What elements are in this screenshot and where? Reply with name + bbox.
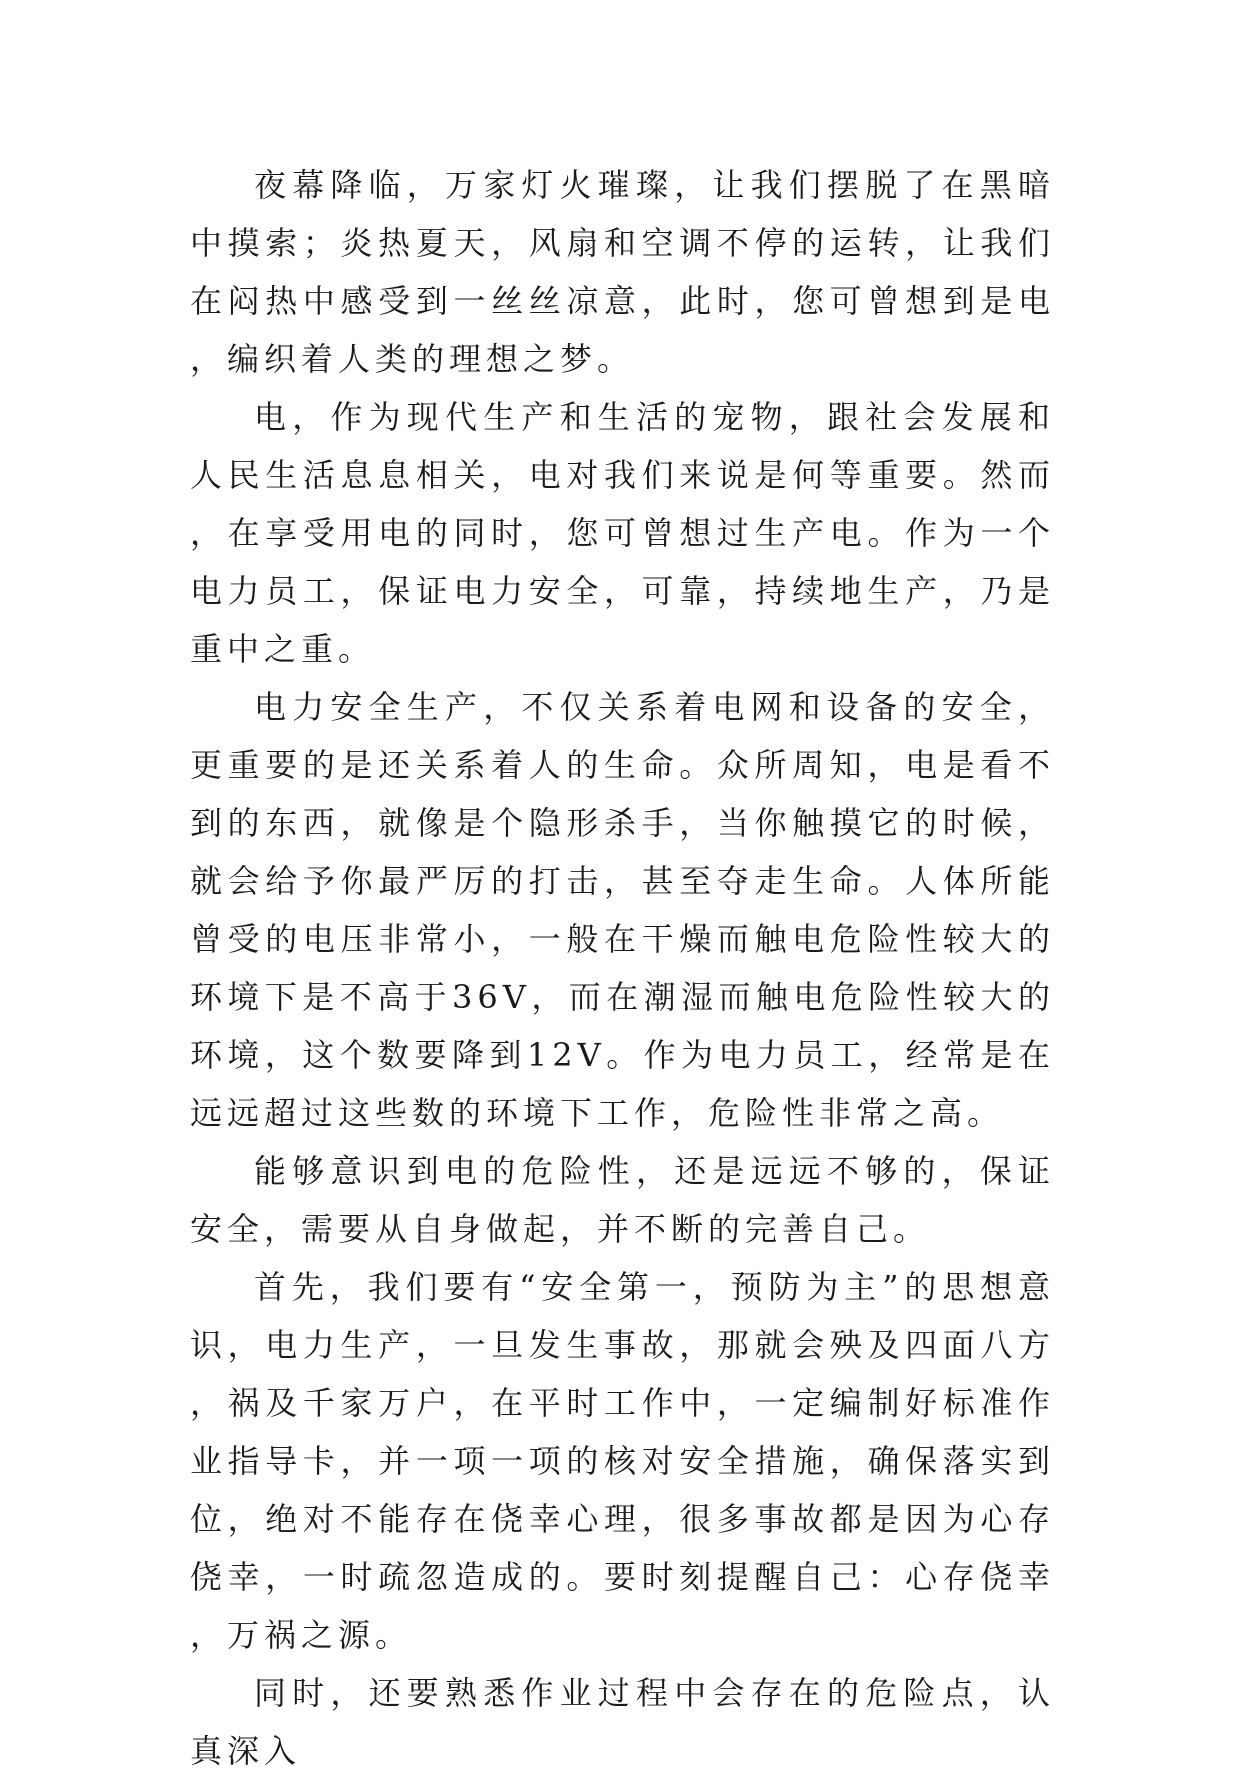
paragraph-3: 电力安全生产，不仅关系着电网和设备的安全，更重要的是还关系着人的生命。众所周知，电是看不到的东西，就像是个隐形杀手，当你触摸它的时候，就会给予你最严厉的打击，甚至夺走生命。人体所能曾受的电压非常小，一般在干燥而触电危险性较大的环境下是不高于36V，而在潮湿而触电危险性较大的环境，这个数要降到12V。作为电力员工，经常是在远远超过这些数的环境下工作，危险性非常之高。	[190, 688, 1055, 1132]
paragraph-2: 电，作为现代生产和生活的宠物，跟社会发展和人民生活息息相关，电对我们来说是何等重要。然而，在享受用电的同时，您可曾想过生产电。作为一个电力员工，保证电力安全，可靠，持续地生产，乃是重中之重。	[190, 398, 1055, 668]
document-body	[190, 156, 1055, 1780]
paragraph-1: 夜幕降临，万家灯火璀璨，让我们摆脱了在黑暗中摸索；炎热夏天，风扇和空调不停的运转，让我们在闷热中感受到一丝丝凉意，此时，您可曾想到是电，编织着人类的理想之梦。	[190, 166, 1055, 378]
paragraph-6: 同时，还要熟悉作业过程中会存在的危险点，认真深入	[190, 1674, 1055, 1770]
paragraph-4: 能够意识到电的危险性，还是远远不够的，保证安全，需要从自身做起，并不断的完善自己。	[190, 1152, 1055, 1248]
paragraph-5: 首先，我们要有“安全第一，预防为主”的思想意识，电力生产，一旦发生事故，那就会殃及四面八方，祸及千家万户，在平时工作中，一定编制好标准作业指导卡，并一项一项的核对安全措施，确保落实到位，绝对不能存在侥幸心理，很多事故都是因为心存侥幸，一时疏忽造成的。要时刻提醒自己：心存侥幸，万祸之源。	[190, 1268, 1055, 1654]
